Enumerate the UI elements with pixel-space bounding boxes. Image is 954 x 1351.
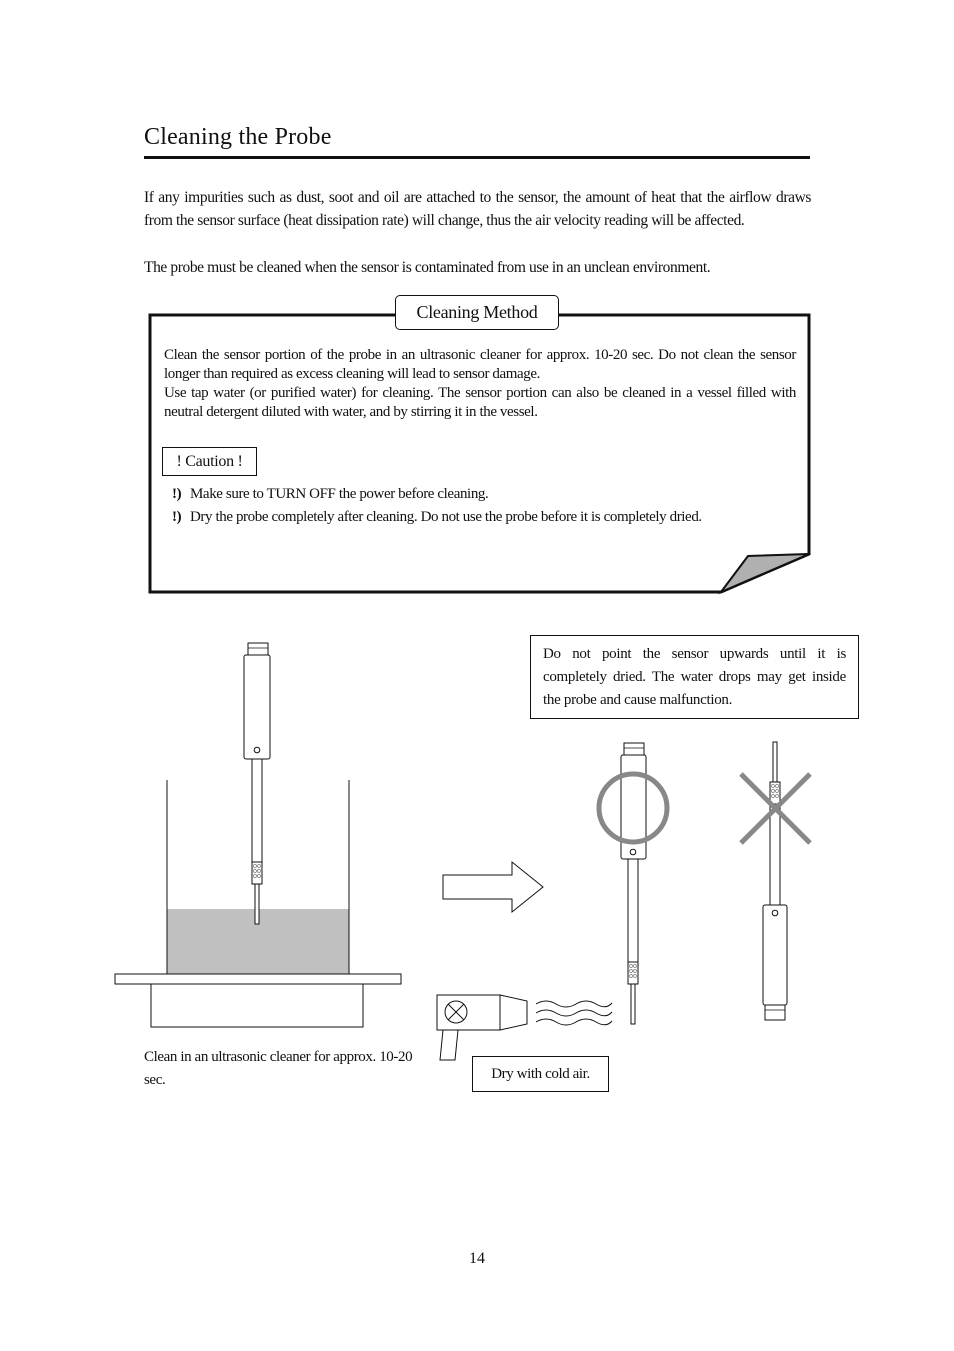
page-title: Cleaning the Probe: [144, 124, 332, 150]
caution-bullet-mark: !): [172, 486, 182, 502]
caution-label: ! Caution !: [162, 447, 257, 476]
cleaning-method-label: Cleaning Method: [395, 295, 559, 330]
caution-bullet-mark: !): [172, 509, 182, 525]
clean-caption: Clean in an ultrasonic cleaner for approx. 10-20 sec.: [144, 1049, 413, 1088]
drying-note-box: Do not point the sensor upwards until it is completely dried. The water drops may get inside the probe and cause malfunction.: [530, 635, 859, 719]
cleaning-method-paragraph-1: Clean the sensor portion of the probe in an ultrasonic cleaner for approx. 10-20 sec. Do not clean the sensor longer than required as excess cleaning will lead to sensor damage.: [164, 347, 796, 382]
intro-paragraph-1: If any impurities such as dust, soot and oil are attached to the sensor, the amount of heat that the airflow draws from the sensor surface (heat dissipation rate) will change, thus the air velocity reading will be affected.: [144, 189, 811, 229]
right-arrow-icon: [443, 862, 543, 912]
caution-text: Dry the probe completely after cleaning. Do not use the probe before it is completely dried.: [190, 509, 702, 525]
cleaner-platform: [115, 974, 401, 984]
caution-item: [172, 486, 488, 503]
hair-dryer-icon: [437, 995, 527, 1060]
probe-sensor-up: [763, 742, 787, 1020]
intro-paragraph-2: The probe must be cleaned when the sensor is contaminated from use in an unclean environment.: [144, 259, 711, 276]
cleaning-method-paragraph-2: Use tap water (or purified water) for cleaning. The sensor portion can also be cleaned in a vessel filled with neutral detergent diluted with water, and by stirring it in the vessel.: [164, 385, 796, 420]
air-flow-lines: [536, 1001, 612, 1025]
page-number: 14: [469, 1250, 485, 1267]
caution-item: [172, 509, 702, 526]
cleaner-base: [151, 984, 363, 1027]
probe-sensor-down: [621, 743, 646, 1024]
dry-caption-box: Dry with cold air.: [472, 1056, 609, 1092]
probe-in-cleaner: [244, 643, 270, 924]
caution-text: Make sure to TURN OFF the power before cleaning.: [190, 486, 489, 502]
